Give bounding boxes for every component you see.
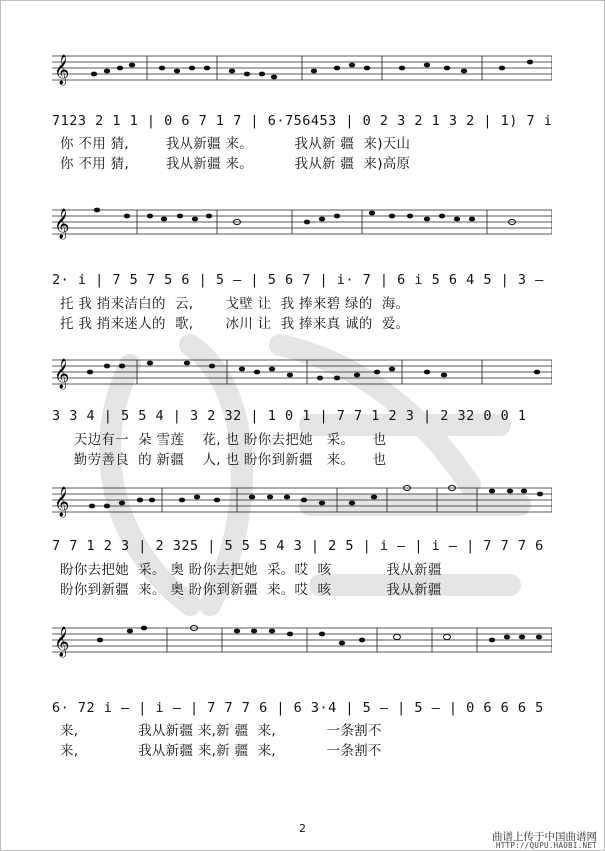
lyric-line-5a: 来, 我从新疆 来,新 疆 来, 一条割不 xyxy=(60,723,382,739)
lyric-line-5b: 来, 我从新疆 来,新 疆 来, 一条割不 xyxy=(60,743,382,759)
lyric-line-2a: 托 我 捎来洁白的 云, 戈壁 让 我 捧来碧 绿的 海。 xyxy=(60,296,410,312)
lyric-line-2b: 托 我 捎来迷人的 歌, 冰川 让 我 捧来真 诚的 爱。 xyxy=(60,316,410,332)
staff-system-3 xyxy=(52,350,552,394)
lyric-line-3b: 勤劳善良 的 新疆 人, 也 盼你到新疆 来。 也 xyxy=(60,452,387,468)
staff-system-5 xyxy=(52,618,552,662)
jianpu-line-2: 2· i | 7 5 7 5 6 | 5 – | 5 6 7 | i· 7 | 6 i 5 6 4 5 | 3 – xyxy=(52,272,544,288)
svg-text:𝄞: 𝄞 xyxy=(54,359,70,389)
lyric-line-1b: 你 不用 猜, 我从新疆 来。 我从新 疆 来)高原 xyxy=(60,156,411,172)
lyric-line-4b: 盼你到新疆 来。 奥 盼你到新疆 来。哎 咳 我从新疆 xyxy=(60,582,442,598)
svg-text:𝄞: 𝄞 xyxy=(54,209,70,239)
lyric-line-1a: 你 不用 猜, 我从新疆 来。 我从新 疆 来)天山 xyxy=(60,136,411,152)
page-number: 2 xyxy=(299,822,306,835)
jianpu-line-3: 3 3 4 | 5 5 4 | 3 2 32 | 1 0 1 | 7 7 1 2 3 | 2 32 0 0 1 xyxy=(52,408,527,424)
svg-text:𝄞: 𝄞 xyxy=(54,55,70,85)
svg-text:𝄞: 𝄞 xyxy=(54,627,70,657)
site-credit: 曲谱上传于中国曲谱网 xyxy=(492,831,597,843)
staff-system-2 xyxy=(52,200,552,244)
staff-system-1 xyxy=(52,46,552,90)
staff-system-4 xyxy=(52,478,552,522)
jianpu-line-1: 7123 2 1 1 | 0 6 7 1 7 | 6·756453 | 0 2 3 2 1 3 2 | 1) 7 i xyxy=(52,113,553,129)
lyric-line-4a: 盼你去把她 采。 奥 盼你去把她 采。哎 咳 我从新疆 xyxy=(60,562,442,578)
jianpu-line-5: 6· 72 i – | i – | 7 7 7 6 | 6 3·4 | 5 – | 5 – | 0 6 6 6 5 xyxy=(52,700,544,716)
lyric-line-3a: 天边有一 朵 雪莲 花, 也 盼你去把她 采。 也 xyxy=(60,432,387,448)
svg-text:𝄞: 𝄞 xyxy=(54,487,70,517)
site-url[interactable]: HTTP://QUPU.HAOBI.NET xyxy=(495,841,597,850)
jianpu-line-4: 7 7 1 2 3 | 2 325 | 5 5 5 4 3 | 2 5 | i – | i – | 7 7 7 6 xyxy=(52,538,544,554)
